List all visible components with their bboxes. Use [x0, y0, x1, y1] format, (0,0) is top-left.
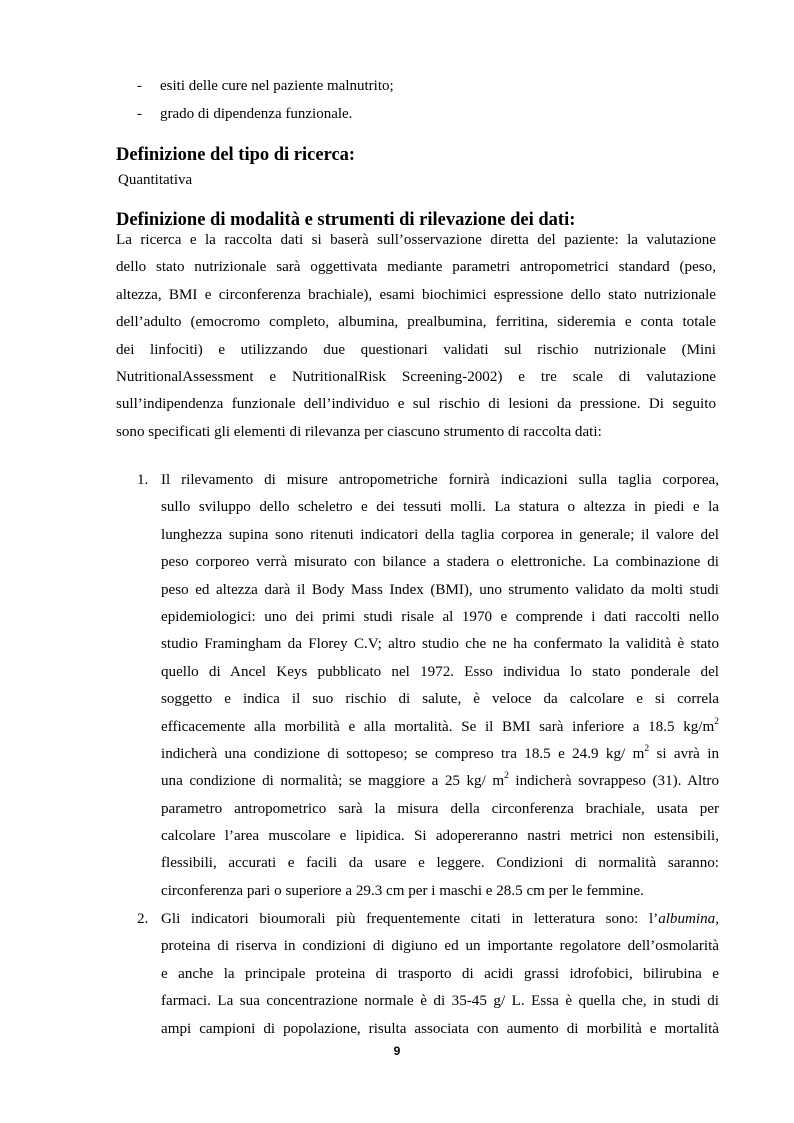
page-number: 9	[393, 1044, 401, 1058]
list-line-text: indicherà una condizione di sottopeso; se compreso tra 18.5 e 24.9 kg/ m	[161, 745, 645, 762]
list-line-text: indicherà sovrappeso (31). Altro	[508, 773, 719, 790]
list-line: e anche la principale proteina di trasporto di acidi grassi idrofobici, bilirubina e	[161, 965, 719, 982]
list-line: lunghezza supina sono ritenuti indicatori della taglia corporea in generale; il valore del	[161, 526, 719, 543]
bullet-text: esiti delle cure nel paziente malnutrito;	[160, 78, 394, 94]
list-line-text: una condizione di normalità; se maggiore a 25 kg/ m	[161, 773, 505, 790]
paragraph-line: sono specificati gli elementi di rilevanza per ciascuno strumento di raccolta dati:	[116, 423, 602, 440]
list-line-text: efficacemente alla morbilità e alla mortalità. Se il BMI sarà inferiore a 18.5 kg/m	[161, 718, 715, 735]
list-item-body	[161, 467, 719, 905]
list-line-with-superscript	[161, 768, 719, 795]
list-line: proteina di riserva in condizioni di digiuno ed un importante regolatore dell’osmolarità	[161, 938, 719, 955]
list-line: sullo sviluppo dello scheletro e dei tessuti molli. La statura o altezza in piedi e la	[161, 499, 719, 516]
paragraph-line: dell’adulto (emocromo completo, albumina, prealbumina, ferritina, sideremia e conta totale	[116, 314, 716, 331]
list-line: farmaci. La sua concentrazione normale è di 35-45 g/ L. Essa è quella che, in studi di	[161, 993, 719, 1010]
bullet-text: grado di dipendenza funzionale.	[160, 106, 353, 122]
section-heading-research-type: Definizione del tipo di ricerca:	[116, 145, 356, 165]
list-item-body	[161, 906, 719, 1043]
list-line-with-superscript	[161, 741, 719, 768]
list-item-number: 2.	[137, 911, 149, 927]
superscript: 2	[714, 716, 719, 727]
paragraph-line: La ricerca e la raccolta dati si baserà sull’osservazione diretta del paziente: la valutazione	[116, 232, 716, 248]
list-line-text: si avrà in	[649, 745, 719, 762]
list-line-with-superscript	[161, 714, 719, 741]
paragraph-line: altezza, BMI e circonferenza brachiale), esami biochimici espressione dello stato nutrizionale	[116, 286, 716, 303]
italic-term: albumina	[658, 911, 716, 927]
list-line-with-italic	[161, 906, 719, 933]
paragraph-line: NutritionalAssessment e NutritionalRisk Screening-2002) e tre scale di valutazione	[116, 368, 716, 385]
list-line: parametro antropometrico sarà la misura della circonferenza brachiale, usata per	[161, 800, 719, 817]
list-line-text: Gli indicatori bioumorali più frequentemente citati in letteratura sono: l’	[161, 911, 659, 927]
list-line: peso corporeo verrà misurato con bilance a stadera o elettroniche. La combinazione di	[161, 554, 719, 571]
list-line: ampi campioni di popolazione, risulta associata con aumento di morbilità e mortalità	[161, 1020, 719, 1037]
list-line: epidemiologici: uno dei primi studi risale al 1970 e comprende i dati raccolti nello	[161, 608, 719, 625]
list-line: peso ed altezza darà il Body Mass Index (BMI), uno strumento validato da molti studi	[161, 581, 719, 598]
data-collection-paragraph	[116, 227, 716, 446]
list-line: circonferenza pari o superiore a 29.3 cm per i maschi e 28.5 cm per le femmine.	[161, 882, 644, 899]
list-line: calcolare l’area muscolare e lipidica. Si adopereranno nastri metrici non estensibili,	[161, 828, 719, 845]
research-type-value: Quantitativa	[118, 172, 193, 188]
paragraph-line: dei linfociti) e utilizzando due questionari validati sul rischio nutrizionale (Mini	[116, 341, 716, 358]
superscript: 2	[504, 771, 509, 782]
list-item-number: 1.	[137, 472, 149, 488]
list-line: quello di Ancel Keys pubblicato nel 1972. Esso individua lo stato ponderale del	[161, 663, 719, 680]
list-line: flessibili, accurati e facili da usare e leggere. Condizioni di normalità saranno:	[161, 855, 719, 872]
superscript: 2	[644, 743, 650, 754]
bullet-dash: -	[137, 78, 142, 94]
bullet-dash: -	[137, 106, 142, 122]
list-line: studio Framingham da Florey C.V; altro studio che ne ha confermato la validità è stato	[161, 636, 719, 653]
list-line-text: ,	[715, 911, 719, 927]
list-line: soggetto e indica il suo rischio di salute, è veloce da calcolare e si correla	[161, 691, 719, 708]
paragraph-line: sull’indipendenza funzionale dell’individuo e sul rischio di lesioni da pressione. Di seguito	[116, 396, 716, 413]
list-line: Il rilevamento di misure antropometriche fornirà indicazioni sulla taglia corporea,	[161, 472, 719, 488]
paragraph-line: dello stato nutrizionale sarà oggettivata mediante parametri antropometrici standard (peso,	[116, 259, 716, 276]
section-heading-data-collection: Definizione di modalità e strumenti di rilevazione dei dati:	[116, 210, 576, 230]
